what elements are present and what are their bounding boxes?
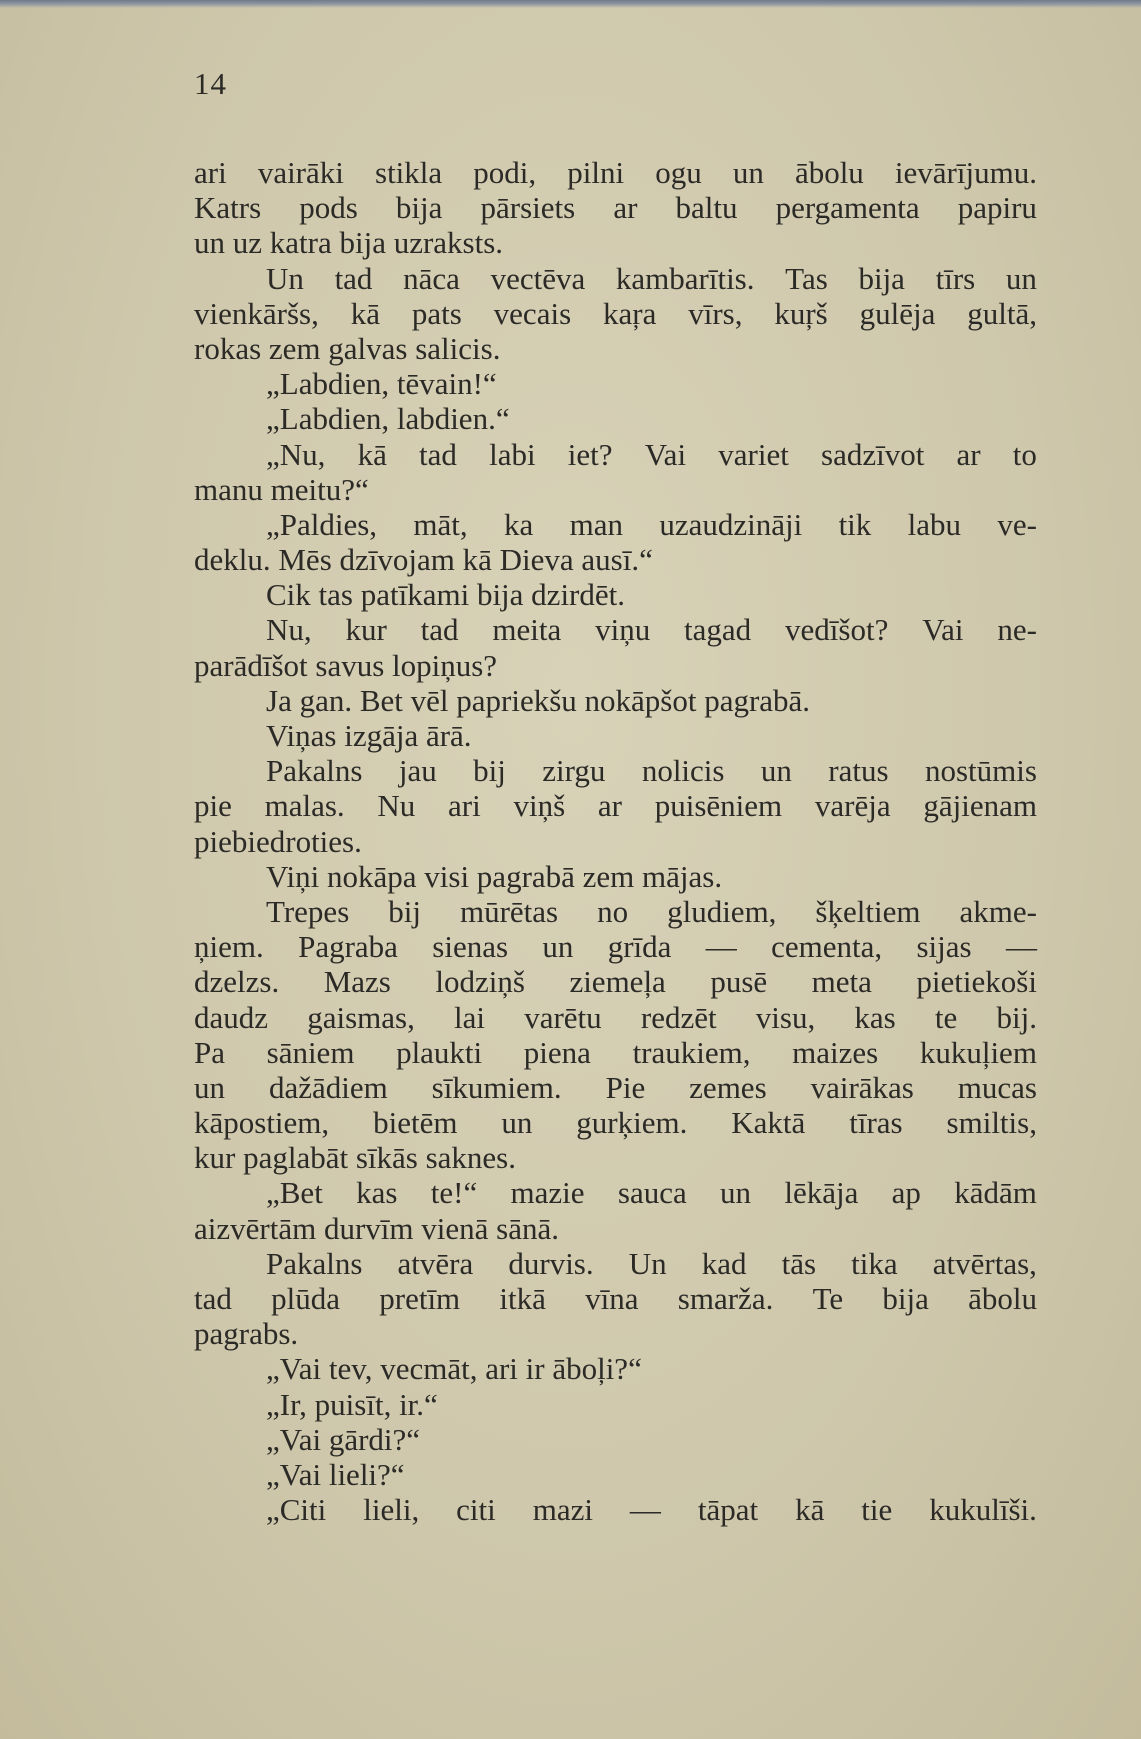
word: ka (504, 506, 534, 542)
word: tad (334, 260, 373, 296)
word: zirgu (542, 753, 606, 789)
word: lai (454, 999, 486, 1035)
word: — (1005, 929, 1037, 965)
word: „Bet (266, 1175, 323, 1211)
word: ar (613, 190, 638, 226)
word: kukuļiem (919, 1034, 1037, 1070)
word: meta (811, 964, 872, 1000)
text-line: piebiedroties. (194, 823, 362, 859)
word: Kaktā (731, 1105, 806, 1141)
word: zemes (689, 1069, 767, 1105)
word: vienkāršs, (194, 295, 319, 331)
word: puisēniem (654, 788, 783, 824)
text-line: manu meitu?“ (194, 471, 369, 507)
word: mucas (957, 1069, 1037, 1105)
word: kā (350, 295, 380, 331)
word: māt, (413, 506, 468, 542)
word: tagad (684, 612, 752, 648)
text-line: un uz katra bija uzraksts. (194, 225, 504, 261)
word: variet (718, 436, 789, 472)
word: piena (523, 1034, 591, 1070)
word: malas. (264, 788, 345, 824)
word: Vai (922, 612, 964, 648)
word: plūda (271, 1281, 340, 1316)
word: lēkāja (784, 1175, 859, 1211)
word: ratus (828, 753, 889, 789)
word: kad (701, 1245, 747, 1281)
text-line (194, 155, 1037, 190)
word: ne- (997, 612, 1037, 648)
word: te!“ (430, 1175, 478, 1211)
word: to (1012, 436, 1037, 472)
text-line (194, 1175, 1037, 1210)
word: man (569, 506, 623, 542)
word: kuŗš (774, 295, 828, 331)
word: pergamenta (775, 190, 920, 226)
word: lieli, (363, 1492, 420, 1528)
word: Te (812, 1281, 844, 1316)
word: sīkumiem. (431, 1069, 562, 1105)
word: ap (891, 1175, 921, 1211)
text-line: Ja gan. Bet vēl papriekšu nokāpšot pagrabā. (266, 682, 811, 718)
word: vedīšot? (785, 612, 889, 648)
text-line: rokas zem galvas salicis. (194, 330, 501, 366)
word: cementa, (771, 929, 883, 965)
word: stikla (375, 155, 443, 190)
word: atvēra (397, 1245, 474, 1281)
word: Vai (644, 436, 687, 472)
word: un (1005, 260, 1037, 296)
word: pilni (567, 155, 625, 190)
text-line (194, 190, 1037, 225)
text-line: „Ir, puisīt, ir.“ (266, 1386, 438, 1422)
word: kas (356, 1175, 398, 1211)
text-line (194, 1492, 1037, 1527)
text-line (194, 612, 1037, 647)
word: kur (345, 612, 387, 648)
word: kāpostiem, (194, 1105, 330, 1141)
text-line (194, 507, 1037, 542)
word: — (629, 1492, 661, 1528)
word: vecais (493, 295, 572, 331)
word: — (705, 929, 737, 965)
text-line: deklu. Mēs dzīvojam kā Dieva ausī.“ (194, 542, 653, 578)
word: pretīm (379, 1281, 461, 1316)
text-line (194, 1246, 1037, 1281)
word: maizes (792, 1034, 879, 1070)
word: tīrs (935, 260, 976, 296)
word: mazie (510, 1175, 585, 1211)
word: papiru (957, 190, 1037, 226)
word: pusē (710, 964, 768, 1000)
word: Nu (377, 788, 416, 824)
word: bij. (996, 999, 1037, 1035)
word: dažādiem (268, 1069, 388, 1105)
word: kā (795, 1492, 825, 1528)
text-line (194, 894, 1037, 929)
text-line: Viņi nokāpa visi pagrabā zem mājas. (266, 858, 723, 894)
word: kas (854, 999, 896, 1035)
word: šķeltiem (815, 893, 921, 929)
word: tīras (849, 1105, 903, 1141)
text-line (194, 753, 1037, 788)
word: dzelzs. (194, 964, 280, 1000)
text-line: Viņas izgāja ārā. (266, 718, 472, 753)
word: ogu (655, 155, 702, 190)
word: atvērtas, (932, 1245, 1037, 1281)
word: visu, (755, 999, 816, 1035)
text-line: „Vai gārdi?“ (266, 1421, 421, 1457)
word: Pakalns (266, 1245, 363, 1281)
word: un (542, 929, 574, 965)
word: ve- (997, 506, 1037, 542)
word: gulēja (859, 295, 936, 331)
word: un (720, 1175, 752, 1211)
word: meita (492, 612, 562, 648)
text-line (194, 1070, 1037, 1105)
word: vairākas (810, 1069, 914, 1105)
word: bija (395, 190, 443, 226)
word: Pa (194, 1034, 225, 1070)
text-line: „Labdien, tēvain!“ (266, 366, 497, 402)
word: Trepes (266, 893, 350, 929)
word: nāca (403, 260, 460, 296)
word: durvis. (508, 1245, 594, 1281)
word: „Paldies, (266, 506, 378, 542)
word: pārsiets (480, 190, 576, 226)
word: ābolu (968, 1281, 1037, 1316)
word: vīrs, (688, 295, 743, 331)
word: Pagraba (298, 929, 398, 965)
word: sijas (916, 929, 972, 965)
word: varētu (524, 999, 602, 1035)
text-line (194, 1105, 1037, 1140)
word: „Citi (266, 1492, 327, 1528)
word: kambarītis. (615, 260, 755, 296)
word: un (194, 1069, 225, 1105)
word: akme- (959, 893, 1037, 929)
text-line (194, 296, 1037, 331)
word: sienas (432, 929, 509, 965)
word: ari (448, 788, 481, 824)
text-line: Cik tas patīkami bija dzirdēt. (266, 577, 625, 613)
word: Mazs (323, 964, 391, 1000)
text-line: „Vai tev, vecmāt, ari ir āboļi?“ (266, 1351, 642, 1387)
word: ar (597, 788, 622, 824)
word: tik (838, 506, 872, 542)
word: kukulīši. (929, 1492, 1037, 1528)
word: jau (398, 753, 437, 789)
word: bij (473, 753, 506, 789)
word: mazi (532, 1492, 593, 1528)
word: iet? (567, 436, 613, 472)
word: tie (861, 1492, 893, 1528)
word: varēja (814, 788, 891, 824)
text-line: „Vai lieli?“ (266, 1456, 405, 1492)
text-line: kur paglabāt sīkās saknes. (194, 1140, 516, 1176)
word: grīda (607, 929, 672, 965)
word: un (760, 753, 792, 789)
word: Un (628, 1245, 667, 1281)
text-line (194, 1281, 1037, 1316)
text-line (194, 1035, 1037, 1070)
word: ziemeļa (569, 964, 666, 1000)
page-top-edge (0, 0, 1141, 8)
word: smiltis, (946, 1105, 1037, 1141)
word: un (732, 155, 764, 190)
text-line: „Labdien, labdien.“ (266, 401, 510, 437)
word: gultā, (967, 295, 1037, 331)
text-line (194, 261, 1037, 296)
word: plaukti (396, 1034, 483, 1070)
text-line (194, 1000, 1037, 1035)
word: Un (266, 260, 304, 296)
word: mūrētas (459, 893, 559, 929)
text-line (194, 788, 1037, 823)
word: uzaudzināji (659, 506, 803, 542)
word: sadzīvot (821, 436, 925, 472)
word: Pie (605, 1069, 646, 1105)
text-line: aizvērtām durvīm vienā sānā. (194, 1210, 559, 1246)
word: bija (858, 260, 905, 296)
text-line (194, 929, 1037, 964)
word: bietēm (373, 1105, 458, 1141)
word: tāpat (697, 1492, 759, 1528)
word: viņš (513, 788, 566, 824)
word: ievārījumu. (894, 155, 1037, 190)
word: tās (781, 1245, 817, 1281)
word: vīna (585, 1281, 639, 1316)
word: nostūmis (924, 753, 1037, 789)
word: no (597, 893, 629, 929)
word: sāniem (266, 1034, 355, 1070)
word: baltu (675, 190, 738, 226)
word: traukiem, (632, 1034, 751, 1070)
word: ņiem. (194, 929, 264, 965)
word: itkā (499, 1281, 546, 1316)
word: nolicis (641, 753, 725, 789)
word: un (501, 1105, 533, 1141)
word: Tas (785, 260, 828, 296)
word: bij (388, 893, 421, 929)
word: lodziņš (435, 964, 525, 1000)
text-line (194, 437, 1037, 472)
text-line: parādīšot savus lopiņus? (194, 647, 498, 683)
word: pietiekoši (916, 964, 1037, 1000)
word: labu (907, 506, 962, 542)
word: ari (194, 155, 227, 190)
word: sauca (617, 1175, 687, 1211)
word: ar (956, 436, 981, 472)
word: kaŗa (603, 295, 657, 331)
word: daudz (194, 999, 269, 1035)
word: Katrs (194, 190, 262, 226)
word: kā (357, 436, 387, 472)
word: redzēt (640, 999, 717, 1035)
word: gājienam (923, 788, 1037, 824)
word: labi (489, 436, 536, 472)
body-text (194, 155, 1037, 1527)
word: „Nu, (266, 436, 326, 472)
word: viņu (595, 612, 651, 648)
word: pie (194, 788, 232, 824)
word: pats (411, 295, 462, 331)
word: Nu, (266, 612, 312, 648)
page-number: 14 (194, 66, 227, 101)
word: smarža. (677, 1281, 774, 1316)
text-line: pagrabs. (194, 1316, 299, 1352)
word: gurķiem. (576, 1105, 688, 1141)
word: vairāki (257, 155, 344, 190)
word: tad (420, 612, 459, 648)
word: ābolu (794, 155, 864, 190)
word: tika (851, 1245, 898, 1281)
word: tad (419, 436, 457, 472)
word: Pakalns (266, 753, 363, 789)
word: bija (882, 1281, 929, 1316)
word: gaismas, (307, 999, 415, 1035)
word: citi (456, 1492, 496, 1528)
word: gludiem, (667, 893, 777, 929)
word: te (934, 999, 958, 1035)
text-line (194, 964, 1037, 999)
word: podi, (473, 155, 537, 190)
word: vectēva (490, 260, 586, 296)
word: pods (299, 190, 358, 226)
word: tad (194, 1281, 232, 1316)
word: kādām (954, 1175, 1037, 1211)
